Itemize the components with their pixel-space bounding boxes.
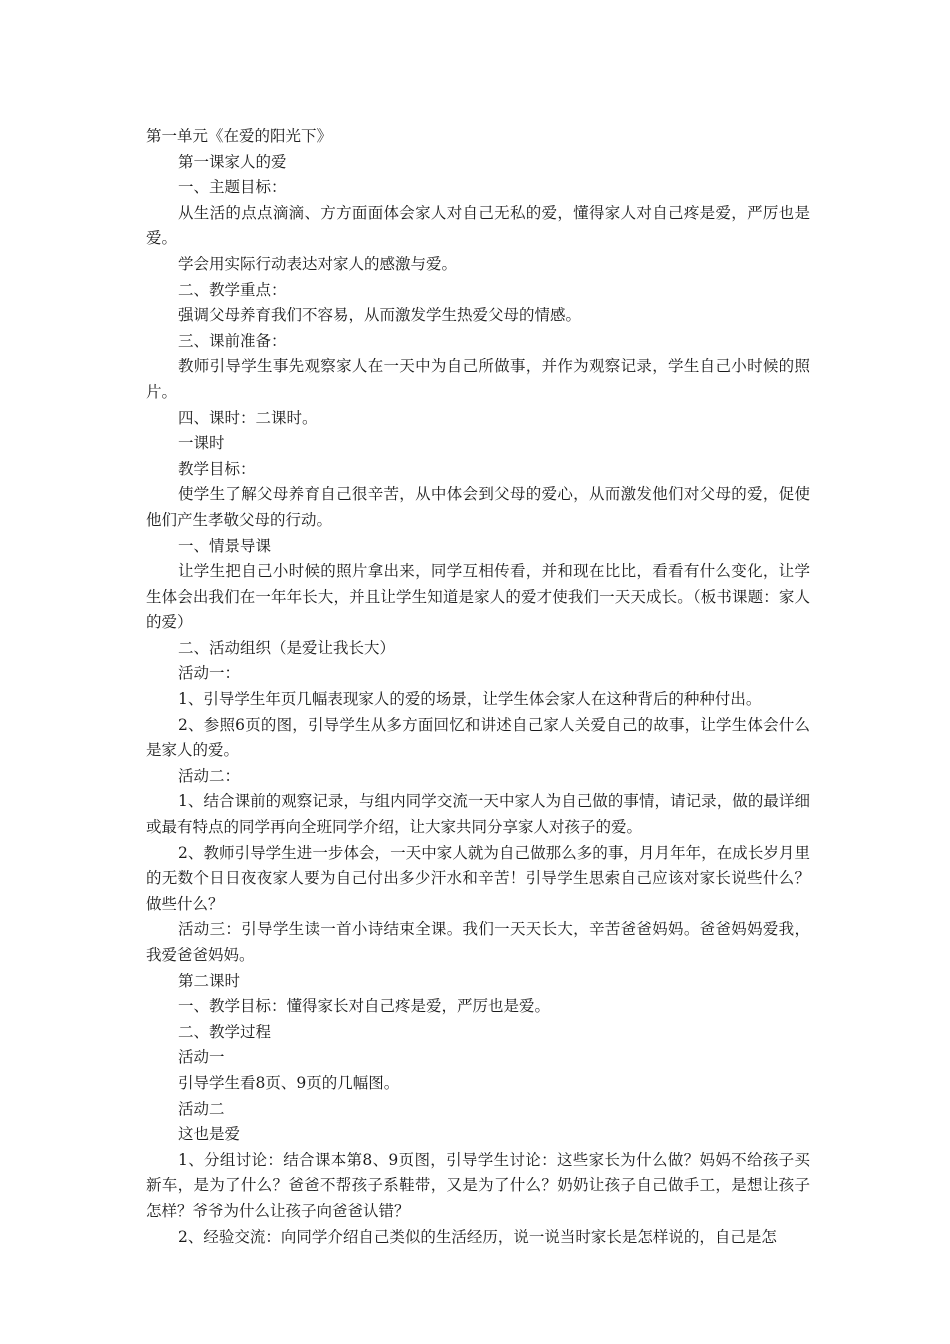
paragraph: 活动三：引导学生读一首小诗结束全课。我们一天天长大，辛苦爸爸妈妈。爸爸妈妈爱我，我爱爸爸妈妈。 [146, 920, 810, 964]
document-page [146, 124, 810, 1250]
paragraph: 二、活动组织（是爱让我长大） [178, 638, 396, 657]
paragraph: 2、经验交流：向同学介绍自己类似的生活经历，说一说当时家长是怎样说的，自己是怎 [178, 1227, 777, 1246]
paragraph: 这也是爱 [178, 1125, 241, 1144]
paragraph: 活动一 [178, 1048, 225, 1067]
paragraph: 从生活的点点滴滴、方方面面体会家人对自己无私的爱，懂得家人对自己疼是爱，严厉也是爱。 [146, 203, 810, 248]
paragraph: 教师引导学生事先观察家人在一天中为自己所做事，并作为观察记录，学生自己小时候的照片。 [146, 357, 810, 401]
paragraph: 活动一： [178, 664, 241, 683]
paragraph: 教学目标： [178, 459, 256, 478]
paragraph: 一、教学目标：懂得家长对自己疼是爱，严厉也是爱。 [178, 997, 551, 1016]
paragraph: 一、主题目标： [178, 178, 287, 197]
unit-title: 第一单元《在爱的阳光下》 [146, 127, 333, 145]
paragraph: 2、参照6页的图，引导学生从多方面回忆和讲述自己家人关爱自己的故事，让学生体会什么是家人的爱。 [146, 715, 810, 760]
paragraph: 1、引导学生年页几幅表现家人的爱的场景，让学生体会家人在这种背后的种种付出。 [178, 690, 762, 709]
paragraph: 四、课时：二课时。 [178, 408, 318, 427]
paragraph: 第二课时 [178, 971, 241, 990]
paragraph: 强调父母养育我们不容易，从而激发学生热爱父母的情感。 [178, 306, 582, 325]
paragraph: 二、教学重点： [178, 280, 287, 299]
paragraph: 学会用实际行动表达对家人的感激与爱。 [178, 254, 458, 273]
paragraph: 2、教师引导学生进一步体会，一天中家人就为自己做那么多的事，月月年年，在成长岁月里的无数个日日夜夜家人要为自己付出多少汗水和辛苦！引导学生思索自己应该对家长说些什么？做些什么？ [146, 843, 810, 913]
paragraph: 三、课前准备： [178, 331, 287, 350]
paragraph: 一、情景导课 [178, 536, 272, 555]
paragraph: 使学生了解父母养育自己很辛苦，从中体会到父母的爱心，从而激发他们对父母的爱，促使他们产生孝敬父母的行动。 [146, 485, 810, 529]
paragraph: 一课时 [178, 434, 225, 453]
paragraph: 第一课家人的爱 [178, 152, 287, 171]
paragraph: 让学生把自己小时候的照片拿出来，同学互相传看，并和现在比比，看看有什么变化，让学生体会出我们在一年年长大，并且让学生知道是家人的爱才使我们一天天成长。（板书课题：家人的爱） [146, 562, 810, 632]
paragraph: 1、结合课前的观察记录，与组内同学交流一天中家人为自己做的事情，请记录，做的最详细或最有特点的同学再向全班同学介绍，让大家共同分享家人对孩子的爱。 [146, 792, 810, 837]
paragraph: 引导学生看8页、9页的几幅图。 [178, 1073, 400, 1092]
paragraph: 活动二： [178, 766, 241, 785]
paragraph: 1、分组讨论：结合课本第8、9页图，引导学生讨论：这些家长为什么做？妈妈不给孩子买新车，是为了什么？爸爸不帮孩子系鞋带，又是为了什么？奶奶让孩子自己做手工，是想让孩子怎样？爷爷为什么让孩子向爸爸认错？ [146, 1150, 810, 1220]
paragraph: 活动二 [178, 1099, 225, 1118]
paragraph: 二、教学过程 [178, 1022, 272, 1041]
